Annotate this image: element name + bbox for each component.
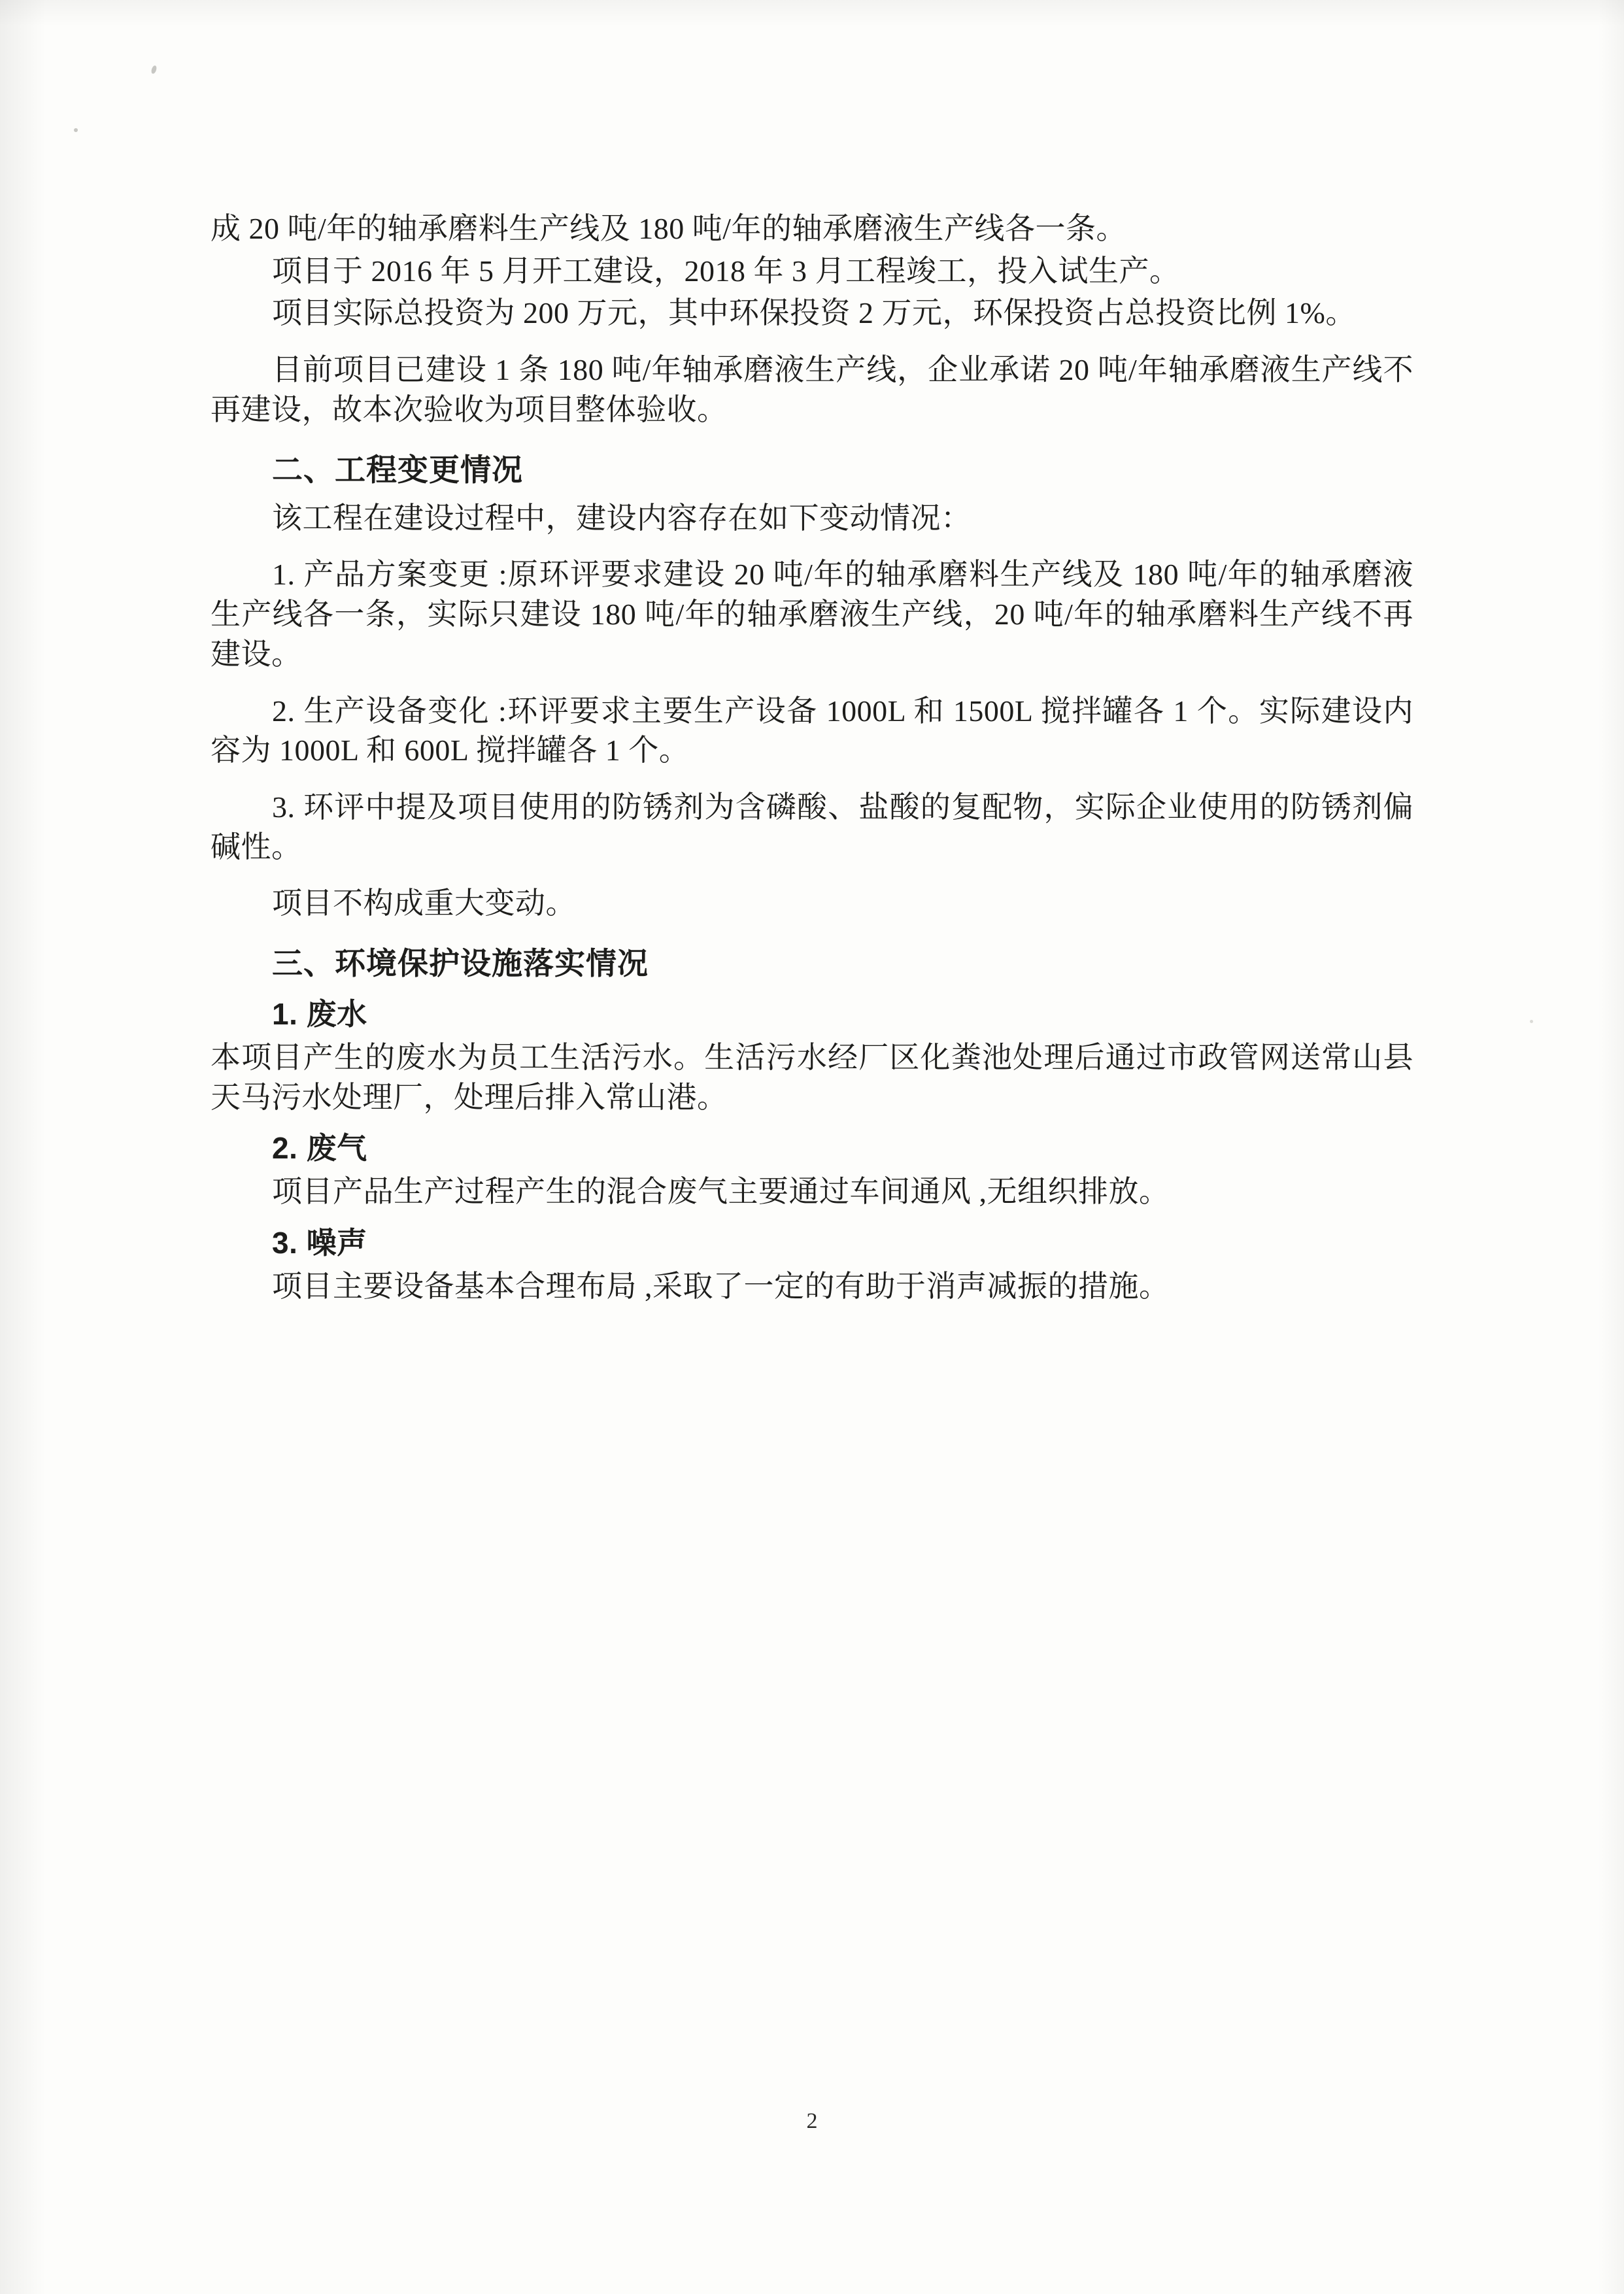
paragraph: 项目实际总投资为 200 万元，其中环保投资 2 万元，环保投资占总投资比例 1%。	[272, 296, 1356, 330]
scan-speck	[1530, 1020, 1533, 1023]
paragraph: 成 20 吨/年的轴承磨料生产线及 180 吨/年的轴承磨液生产线各一条。	[211, 212, 1127, 245]
paragraph: 项目主要设备基本合理布局 ,采取了一定的有助于消声减振的措施。	[272, 1269, 1170, 1303]
scan-speck	[74, 128, 78, 132]
paragraph: 项目于 2016 年 5 月开工建设，2018 年 3 月工程竣工，投入试生产。	[272, 254, 1180, 288]
paragraph: 项目产品生产过程产生的混合废气主要通过车间通风 ,无组织排放。	[272, 1175, 1170, 1209]
paragraph: 本项目产生的废水为员工生活污水。生活污水经厂区化粪池处理后通过市政管网送常山县天马污水处理厂，处理后排入常山港。	[211, 1041, 1413, 1114]
paragraph: 2. 生产设备变化 :环评要求主要生产设备 1000L 和 1500L 搅拌罐各 1 个。实际建设内容为 1000L 和 600L 搅拌罐各 1 个。	[211, 694, 1413, 767]
subsection-heading-waste-gas: 2. 废气	[272, 1131, 367, 1166]
subsection-heading-wastewater: 1. 废水	[272, 997, 367, 1032]
paragraph: 目前项目已建设 1 条 180 吨/年轴承磨液生产线，企业承诺 20 吨/年轴承磨液生产线不再建设，故本次验收为项目整体验收。	[211, 353, 1413, 426]
paragraph: 1. 产品方案变更 :原环评要求建设 20 吨/年的轴承磨料生产线及 180 吨/年的轴承磨液生产线各一条，实际只建设 180 吨/年的轴承磨液生产线，20 吨/年的轴承磨料生产线不再建设。	[211, 558, 1413, 671]
page-number: 2	[806, 2109, 818, 2133]
section-heading-2: 二、工程变更情况	[272, 452, 523, 487]
scan-speck	[150, 65, 158, 75]
paragraph: 该工程在建设过程中，建设内容存在如下变动情况：	[272, 501, 972, 535]
scan-shadow-left	[0, 0, 46, 2294]
subsection-heading-noise: 3. 噪声	[272, 1226, 367, 1260]
scan-shadow-right	[1598, 0, 1624, 2294]
paragraph: 项目不构成重大变动。	[272, 886, 576, 920]
section-heading-3: 三、环境保护设施落实情况	[272, 946, 649, 981]
paragraph: 3. 环评中提及项目使用的防锈剂为含磷酸、盐酸的复配物，实际企业使用的防锈剂偏碱性。	[211, 790, 1413, 864]
scan-shadow-top	[0, 0, 1624, 26]
document-body	[211, 209, 1413, 1309]
